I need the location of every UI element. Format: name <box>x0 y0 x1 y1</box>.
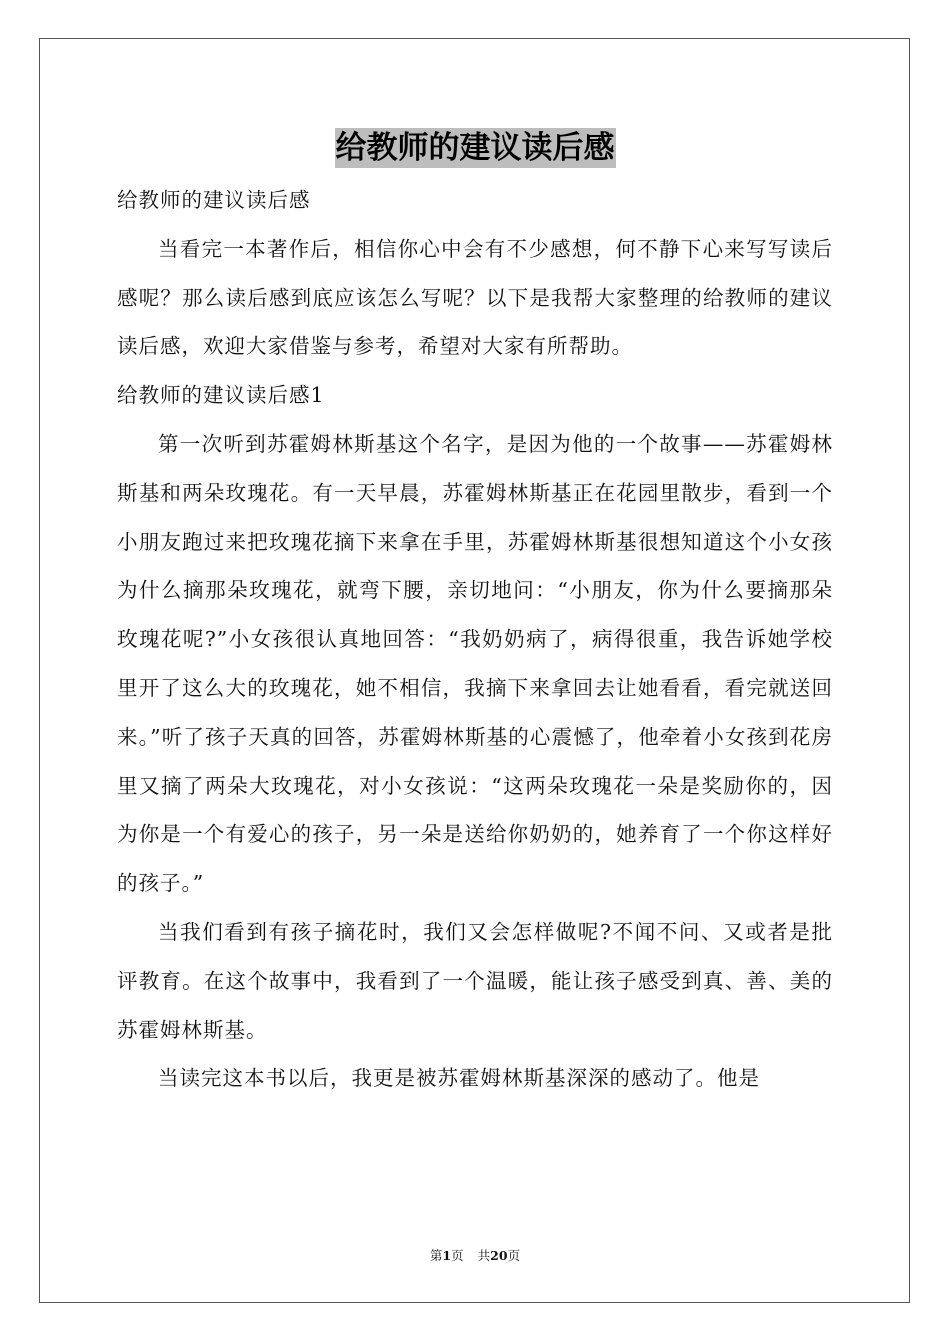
document-title: 给教师的建议读后感 <box>335 130 615 166</box>
footer-total-pages: 20 <box>490 1248 508 1263</box>
footer-total-suffix: 页 <box>507 1248 521 1263</box>
footer-page-number: 1 <box>442 1248 452 1263</box>
footer-total-prefix: 共 <box>477 1248 491 1263</box>
paragraph-intro: 当看完一本著作后，相信你心中会有不少感想，何不静下心来写写读后感呢？那么读后感到底应该怎么写呢？以下是我帮大家整理的给教师的建议读后感，欢迎大家借鉴与参考，希望对大家有所帮助。 <box>117 236 833 359</box>
page-footer <box>0 1247 950 1265</box>
section-heading: 给教师的建议读后感1 <box>117 383 325 408</box>
paragraph-continued: 当读完这本书以后，我更是被苏霍姆林斯基深深的感动了。他是 <box>158 1066 760 1091</box>
paragraph-subtitle: 给教师的建议读后感 <box>117 188 311 212</box>
paragraph-reflection: 当我们看到有孩子摘花时，我们又会怎样做呢?不闻不问、又或者是批评教育。在这个故事中，我看到了一个温暖，能让孩子感受到真、善、美的苏霍姆林斯基。 <box>117 919 833 1042</box>
title-area <box>0 128 950 168</box>
footer-page-prefix: 第 <box>429 1248 443 1263</box>
paragraph-story: 第一次听到苏霍姆林斯基这个名字，是因为他的一个故事——苏霍姆林斯基和两朵玫瑰花。有一天早晨，苏霍姆林斯基正在花园里散步，看到一个小朋友跑过来把玫瑰花摘下来拿在手里，苏霍姆林斯基很想知道这个小女孩为什么摘那朵玫瑰花，就弯下腰，亲切地问：“小朋友，你为什么要摘那朵玫瑰花呢?”小女孩很认真地回答：“我奶奶病了，病得很重，我告诉她学校里开了这么大的玫瑰花，她不相信，我摘下来拿回去让她看看，看完就送回来。”听了孩子天真的回答，苏霍姆林斯基的心震憾了，他牵着小女孩到花房里又摘了两朵大玫瑰花，对小女孩说：“这两朵玫瑰花一朵是奖励你的，因为你是一个有爱心的孩子，另一朵是送给你奶奶的，她养育了一个你这样好的孩子。” <box>117 431 833 896</box>
footer-page-suffix: 页 <box>451 1248 464 1263</box>
document-body <box>117 176 833 1103</box>
